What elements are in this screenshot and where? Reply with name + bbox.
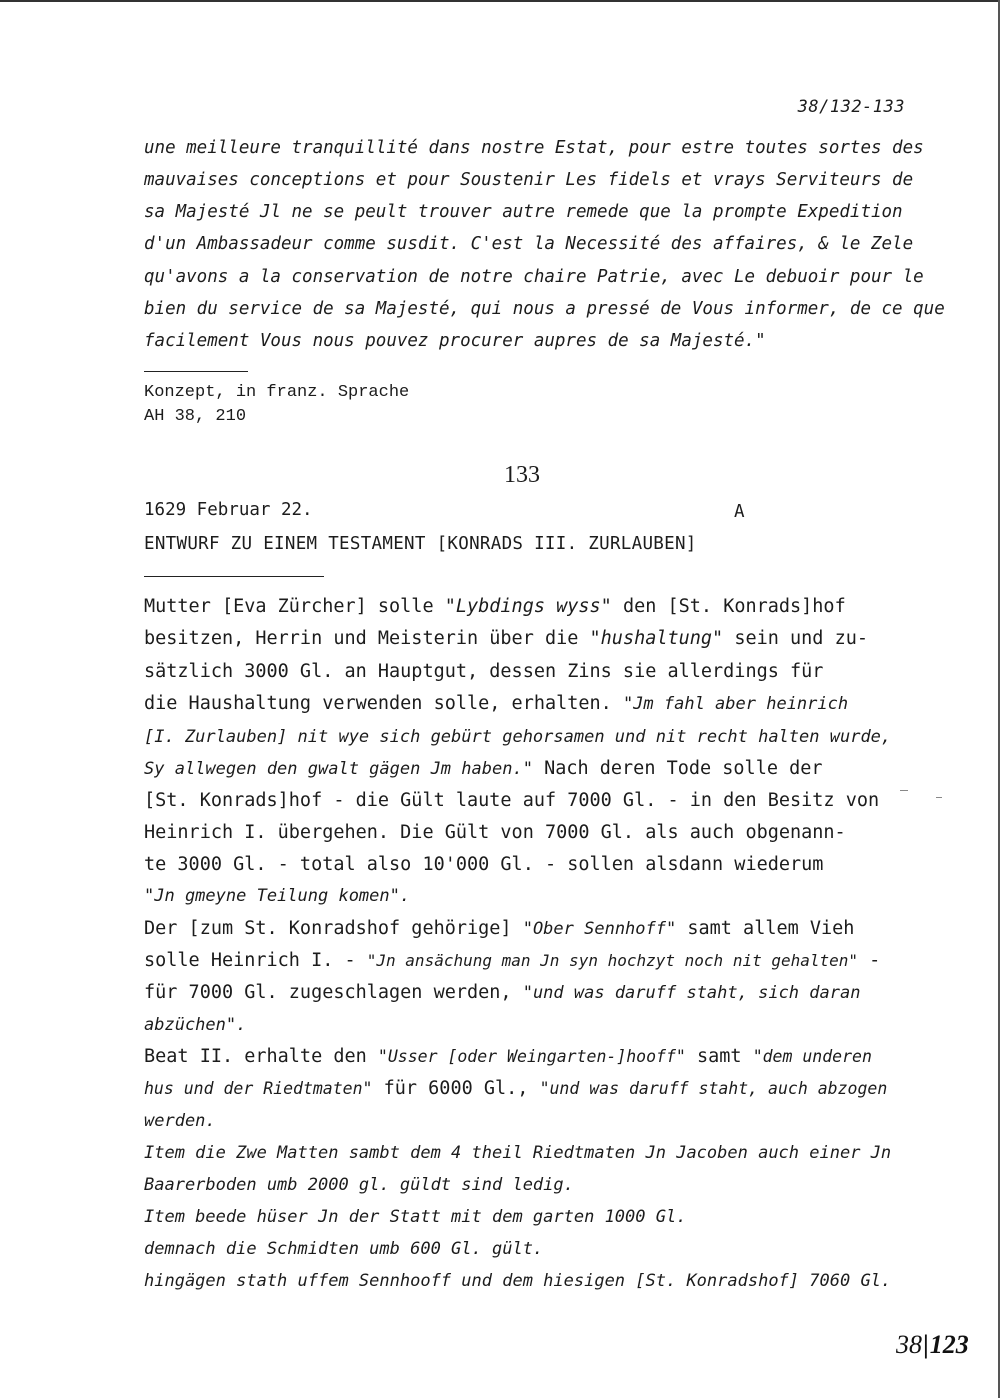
scan-speck: [900, 790, 908, 791]
document-number: 133: [504, 462, 540, 488]
quote-line: d'un Ambassadeur comme susdit. C'est la Necessité des affaires, & le Zele: [144, 234, 914, 254]
body-line: Baarerboden umb 2000 gl. güldt sind ledig.: [144, 1175, 574, 1195]
document-date: 1629 Februar 22.: [144, 500, 313, 520]
quote-line: une meilleure tranquillité dans nostre Estat, pour estre toutes sortes des: [144, 138, 924, 158]
body-line: Mutter [Eva Zürcher] solle "Lybdings wyss" den [St. Konrads]hof: [144, 596, 846, 617]
body-line: hingägen stath uffem Sennhooff und dem hiesigen [St. Konradshof] 7060 Gl.: [144, 1271, 892, 1291]
body-line: solle Heinrich I. - "Jn ansächung man Jn syn hochzyt noch nit gehalten" -: [144, 950, 881, 971]
body-line: für 7000 Gl. zugeschlagen werden, "und was daruff staht, sich daran: [144, 982, 861, 1003]
body-line: abzüchen".: [144, 1015, 247, 1035]
document-title: ENTWURF ZU EINEM TESTAMENT [KONRADS III. ZURLAUBEN]: [144, 534, 697, 554]
body-line: te 3000 Gl. - total also 10'000 Gl. - sollen alsdann wiederum: [144, 854, 824, 875]
source-note: Konzept, in franz. Sprache: [144, 383, 410, 402]
body-line: [St. Konrads]hof - die Gült laute auf 7000 Gl. - in den Besitz von: [144, 790, 880, 811]
body-line: Beat II. erhalte den "Usser [oder Weingarten-]hooff" samt "dem underen: [144, 1046, 872, 1067]
document-category: A: [734, 502, 745, 522]
body-line: sätzlich 3000 Gl. an Hauptgut, dessen Zins sie allerdings für: [144, 661, 824, 682]
body-line: hus und der Riedtmaten" für 6000 Gl., "und was daruff staht, auch abzogen: [144, 1078, 888, 1099]
body-line: die Haushaltung verwenden solle, erhalten. "Jm fahl aber heinrich: [144, 693, 849, 714]
page-reference: 38/132-133: [797, 97, 905, 117]
quote-line: bien du service de sa Majesté, qui nous a pressé de Vous informer, de ce que: [144, 299, 945, 319]
quote-line: mauvaises conceptions et pour Soustenir Les fidels et vrays Serviteurs de: [144, 170, 914, 190]
title-divider: [144, 576, 324, 577]
body-line: demnach die Schmidten umb 600 Gl. gült.: [144, 1239, 544, 1259]
notes-divider: [144, 371, 248, 372]
archive-reference: AH 38, 210: [144, 407, 247, 426]
scan-speck: [936, 797, 942, 798]
body-line: Heinrich I. übergehen. Die Gült von 7000 Gl. als auch obgenann-: [144, 822, 846, 843]
body-line: "Jn gmeyne Teilung komen".: [144, 886, 411, 906]
body-line: Der [zum St. Konradshof gehörige] "Ober Sennhoff" samt allem Vieh: [144, 918, 855, 939]
body-line: werden.: [144, 1111, 216, 1131]
body-line: Item beede hüser Jn der Statt mit dem garten 1000 Gl.: [144, 1207, 687, 1227]
body-line: Sy allwegen den gwalt gägen Jm haben." Nach deren Tode solle der: [144, 758, 823, 779]
quote-line: sa Majesté Jl ne se peult trouver autre remede que la prompte Expedition: [144, 202, 903, 222]
quote-line: facilement Vous nous pouvez procurer aupres de sa Majesté.": [144, 331, 766, 351]
body-line: [I. Zurlauben] nit wye sich gebürt gehorsamen und nit recht halten wurde,: [144, 727, 892, 747]
quote-line: qu'avons a la conservation de notre chaire Patrie, avec Le debuoir pour le: [144, 267, 924, 287]
archive-stamp: 38|123: [896, 1330, 969, 1359]
body-line: besitzen, Herrin und Meisterin über die "hushaltung" sein und zu-: [144, 628, 868, 649]
body-line: Item die Zwe Matten sambt dem 4 theil Riedtmaten Jn Jacoben auch einer Jn: [144, 1143, 892, 1163]
page-border-top: [0, 0, 1000, 2]
